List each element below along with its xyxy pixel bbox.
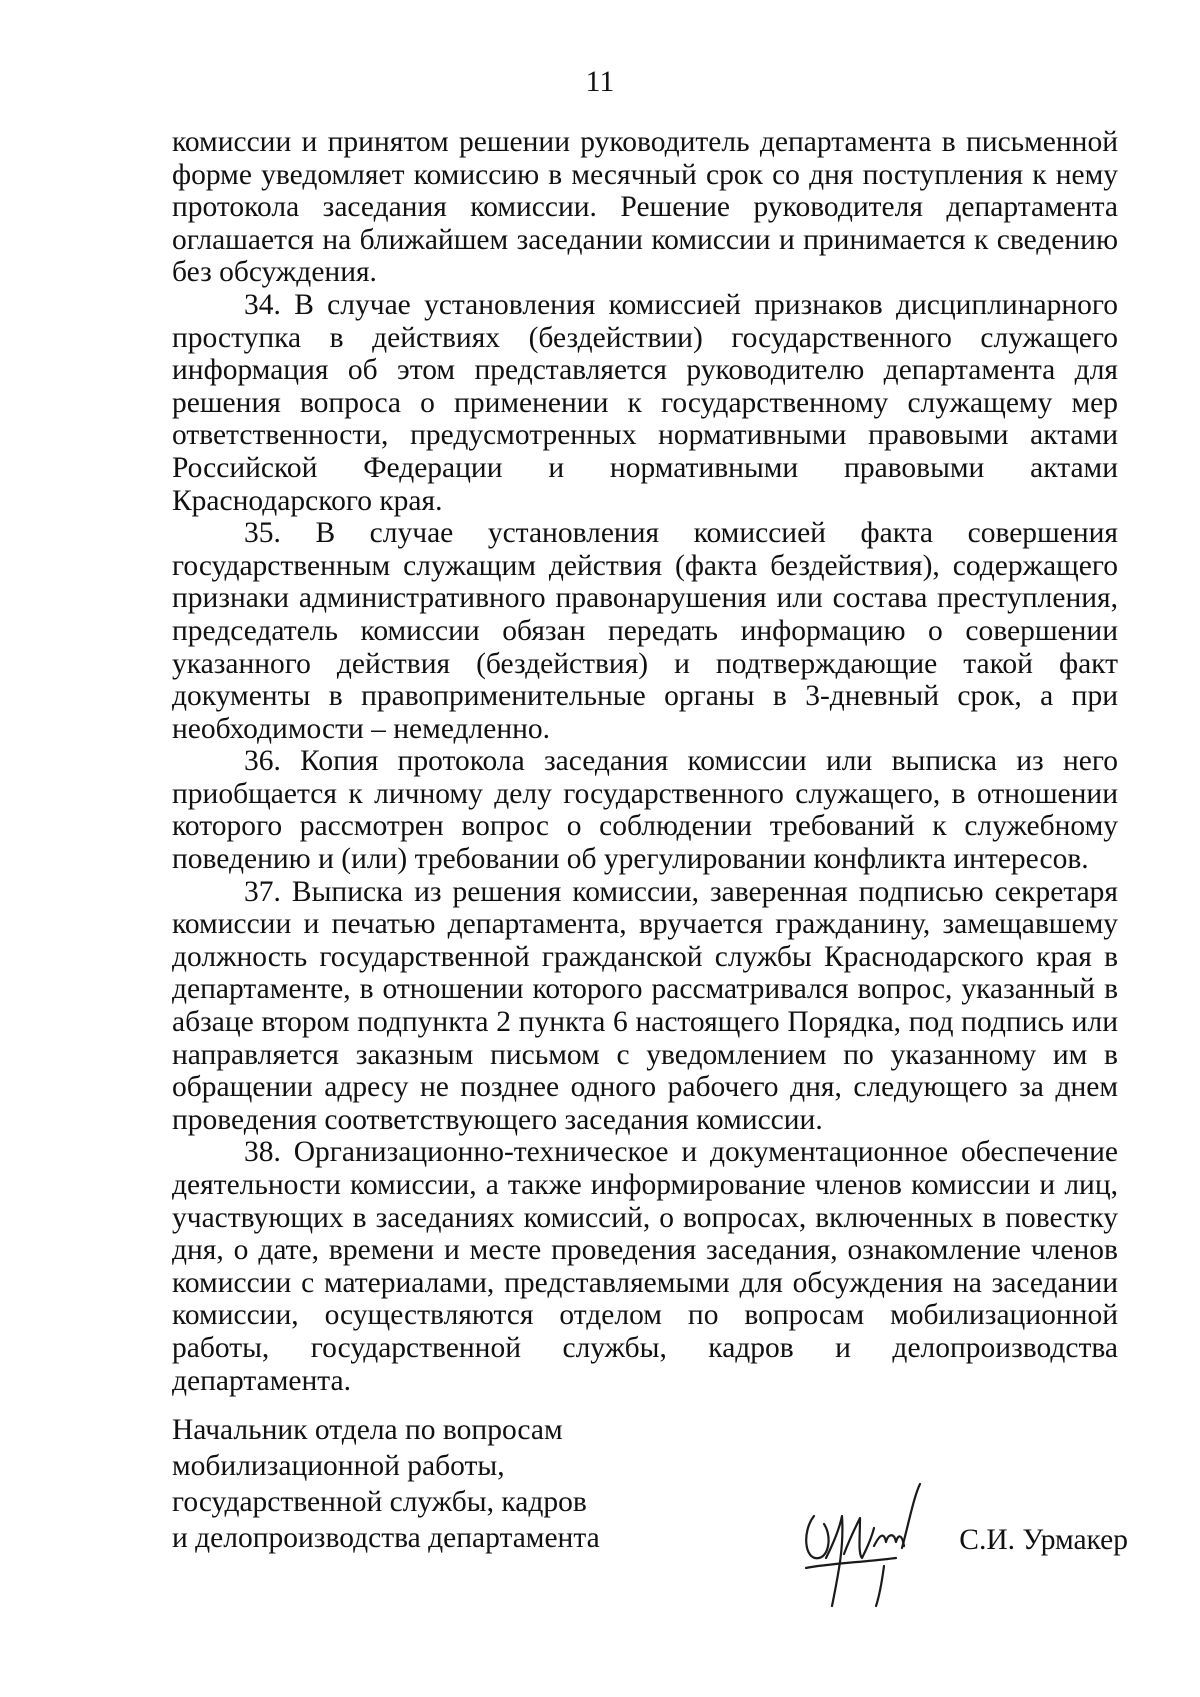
handwritten-signature-icon	[784, 1476, 934, 1626]
document-body	[172, 126, 1118, 1397]
paragraph-38: 38. Организационно-техническое и документационное обеспечение деятельности комиссии, а также информирование членов комиссии и лиц, участвующих в заседаниях комиссий, о вопросах, включенных в повестку дня, о дате, времени и месте проведения заседания, ознакомление членов комиссии с материалами, представляемыми для обсуждения на заседании комиссии, осуществляются отделом по вопросам мобилизационной работы, государственной службы, кадров и делопроизводства департамента.	[172, 1136, 1118, 1397]
paragraph-33-continuation: комиссии и принятом решении руководитель департамента в письменной форме уведомляет комиссию в месячный срок со дня поступления к нему протокола заседания комиссии. Решение руководителя департамента оглашается на ближайшем заседании комиссии и принимается к сведению без обсуждения.	[172, 126, 1118, 289]
signatory-position-line: Начальник отдела по вопросам	[172, 1414, 563, 1446]
paragraph-36: 36. Копия протокола заседания комиссии или выписка из него приобщается к личному делу государственного служащего, в отношении которого рассмотрен вопрос о соблюдении требований к служебному поведению и (или) требовании об урегулировании конфликта интересов.	[172, 745, 1118, 876]
signatory-position-line: и делопроизводства департамента	[172, 1522, 600, 1554]
page-number: 11	[585, 65, 615, 98]
paragraph-37: 37. Выписка из решения комиссии, заверенная подписью секретаря комиссии и печатью департамента, вручается гражданину, замещавшему должность государственной гражданской службы Краснодарского края в департаменте, в отношении которого рассматривался вопрос, указанный в абзаце втором подпункта 2 пункта 6 настоящего Порядка, под подпись или направляется заказным письмом с уведомлением по указанному им в обращении адресу не позднее одного рабочего дня, следующего за днем проведения соответствующего заседания комиссии.	[172, 875, 1118, 1136]
signature-block	[172, 1412, 1128, 1612]
signatory-position-line: государственной службы, кадров	[172, 1486, 587, 1518]
signatory-position-line: мобилизационной работы,	[172, 1450, 505, 1482]
paragraph-35: 35. В случае установления комиссией факта совершения государственным служащим действия (факта бездействия), содержащего признаки административного правонарушения или состава преступления, председатель комиссии обязан передать информацию о совершении указанного действия (бездействия) и подтверждающие такой факт документы в правоприменительные органы в 3-дневный срок, а при необходимости – немедленно.	[172, 517, 1118, 745]
paragraph-34: 34. В случае установления комиссией признаков дисциплинарного проступка в действиях (бездействии) государственного служащего информация об этом представляется руководителю департамента для решения вопроса о применении к государственному служащему мер ответственности, предусмотренных нормативными правовыми актами Российской Федерации и нормативными правовыми актами Краснодарского края.	[172, 288, 1118, 517]
signatory-name: С.И. Урмакер	[959, 1524, 1128, 1556]
signatory-position	[172, 1412, 632, 1556]
